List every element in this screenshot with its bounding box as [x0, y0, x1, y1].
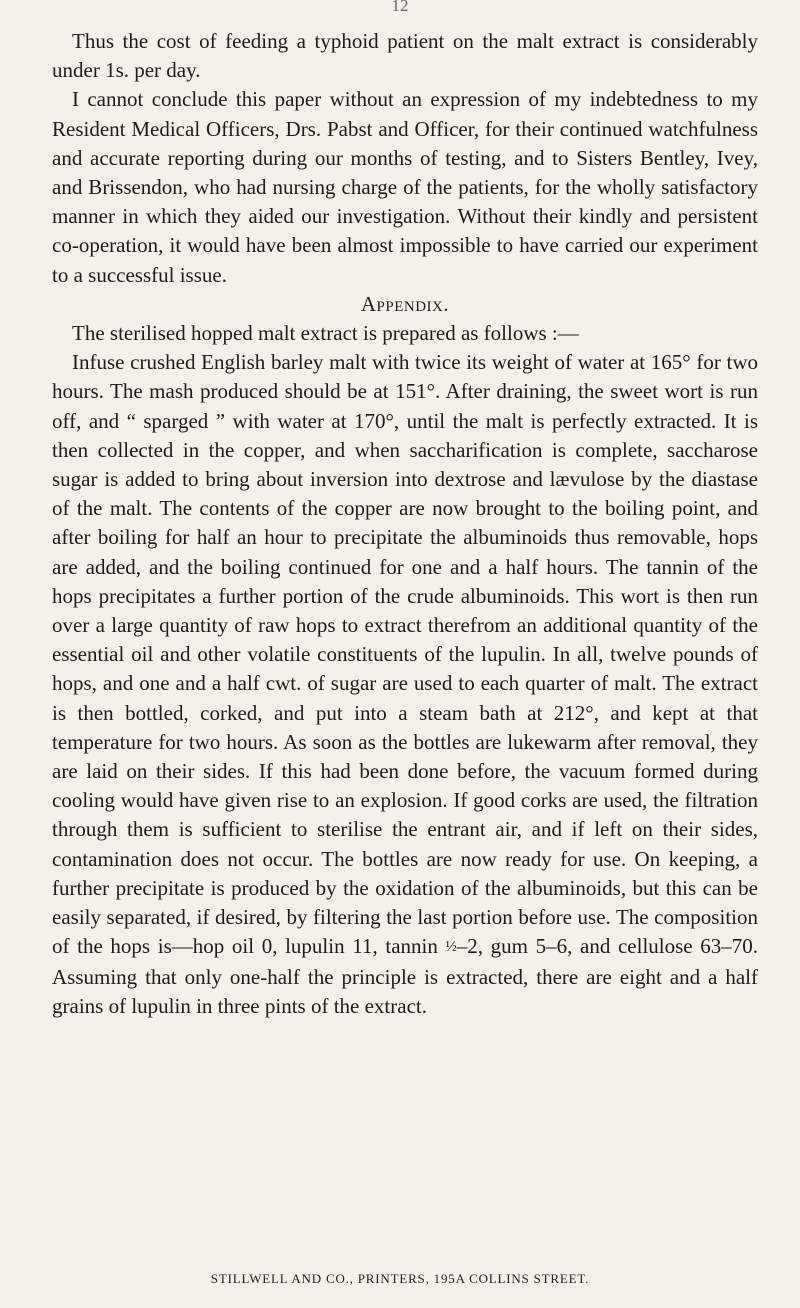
appendix-heading: Appendix.: [360, 291, 450, 316]
fraction-half: ½: [445, 939, 457, 956]
method-text-end: –2, gum 5–6, and cellulose 63–70. Assuming that only one-half the principle is extracted, there are eight and a half grains of lupulin in three pints of the extract.: [52, 934, 759, 1018]
printer-imprint: STILLWELL AND CO., PRINTERS, 195A COLLINS STREET.: [210, 1271, 590, 1286]
paragraph-appendix-intro: The sterilised hopped malt extract is prepared as follows :—: [72, 321, 579, 346]
paragraph-cost: Thus the cost of feeding a typhoid patient on the malt extract is considerably under 1s. per day.: [52, 29, 758, 83]
method-text: Infuse crushed English barley malt with twice its weight of water at 165° for two hours. The mash produced should be at 151°. After draining, the sweet wort is run off, and “ sparged ” with water at 170°, until the malt is perfectly extracted. It is then collected in the copper, and when saccharification is complete, saccharose sugar is added to bring about inversion into dextrose and lævulose by the diastase of the malt. The contents of the copper are now brought to the boiling point, and after boiling for half an hour to precipitate the albuminoids thus removable, hops are added, and the boiling continued for one and a half hours. The tannin of the hops precipitates a further portion of the crude albuminoids. This wort is then run over a large quantity of raw hops to extract therefrom an additional quantity of the essential oil and other volatile constituents of the lupulin. In all, twelve pounds of hops, and one and a half cwt. of sugar are used to each quarter of malt. The extract is then bottled, corked, and put into a steam bath at 212°, and kept at that temperature for two hours. As soon as the bottles are lukewarm after removal, they are laid on their sides. If this had been done before, the vacuum formed during cooling would have given rise to an explosion. If good corks are used, the filtration through them is sufficient to sterilise the entrant air, and if left on their sides, contamination does not occur. The bottles are now ready for use. On keeping, a further precipitate is produced by the oxidation of the albuminoids, but this can be easily separated, if desired, by filtering the last portion before use. The composition of the hops is—hop oil 0, lupulin 11, tannin: [52, 350, 758, 959]
paragraph-acknowledgement: I cannot conclude this paper without an expression of my indebtedness to my Resident Medical Officers, Drs. Pabst and Officer, for their continued watchfulness and accurate reporting during our months of testing, and to Sisters Bentley, Ivey, and Brissendon, who had nursing charge of the patients, for the wholly satisfactory manner in which they aided our investigation. Without their kindly and persistent co-operation, it would have been almost impossible to have carried our experiment to a successful issue.: [52, 87, 758, 287]
page-number: 12: [391, 0, 409, 15]
paragraph-appendix-method: [52, 348, 758, 1021]
body-text: [52, 27, 758, 1021]
